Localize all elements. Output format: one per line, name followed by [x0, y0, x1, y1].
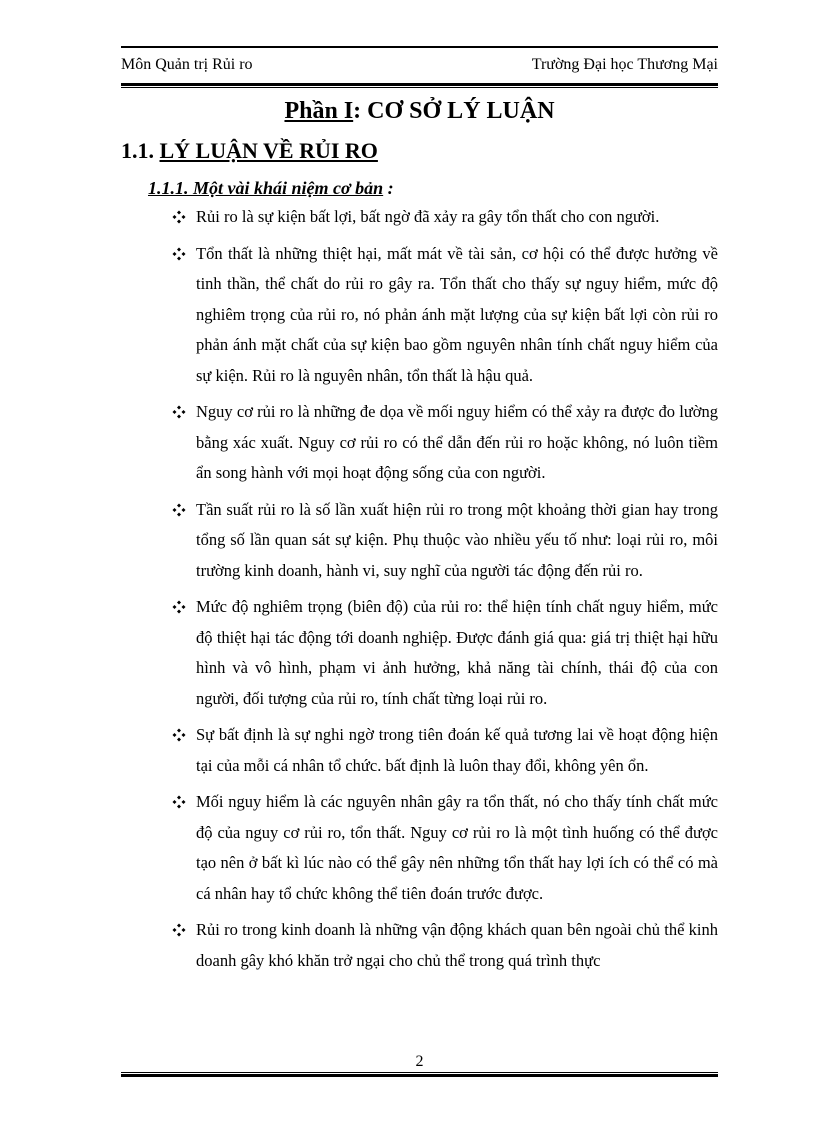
four-diamond-bullet-icon	[172, 247, 186, 261]
list-item	[121, 787, 718, 909]
header-university-name: Trường Đại học Thương Mại	[531, 56, 718, 73]
header-course-name: Môn Quản trị Rủi ro	[121, 56, 253, 73]
list-item-text: Rủi ro trong kinh doanh là những vận động khách quan bên ngoài chủ thể kinh doanh gây khó khăn trở ngại cho chủ thể trong quá trình thực	[196, 920, 718, 970]
four-diamond-bullet-icon	[172, 405, 186, 419]
list-item-text: Nguy cơ rủi ro là những đe dọa về mối nguy hiểm có thể xảy ra được đo lường bằng xác xuất. Nguy cơ rủi ro có thể dẫn đến rủi ro hoặc không, nó luôn tiềm ẩn song hành với mọi hoạt động sống của con người.	[196, 402, 718, 482]
list-item-text: Mức độ nghiêm trọng (biên độ) của rủi ro: thể hiện tính chất nguy hiểm, mức độ thiệt hại tác động tới doanh nghiệp. Được đánh giá qua: giá trị thiệt hại hữu hình và vô hình, phạm vi ảnh hưởng, khả năng tài chính, thái độ của con người, đối tượng của rủi ro, tính chất từng loại rủi ro.	[196, 597, 718, 708]
list-item	[121, 239, 718, 392]
header-bottom-rule	[121, 83, 718, 88]
part-title-suffix: : CƠ SỞ LÝ LUẬN	[353, 98, 555, 124]
list-item-text: Mối nguy hiểm là các nguyên nhân gây ra tổn thất, nó cho thấy tính chất mức độ của nguy cơ rủi ro, tổn thất. Nguy cơ rủi ro là một tình huống có thể được tạo nên ở bất kì lúc nào có thể gây nên những tổn thất hay lợi ích có thể có mà cá nhân hay tổ chức không thể tiên đoán trước được.	[196, 792, 718, 903]
list-item-text: Sự bất định là sự nghi ngờ trong tiên đoán kế quả tương lai về hoạt động hiện tại của mỗi cá nhân tổ chức. bất định là luôn thay đổi, không yên ổn.	[196, 725, 718, 775]
footer-rule	[121, 1072, 718, 1077]
four-diamond-bullet-icon	[172, 728, 186, 742]
list-item-text: Tần suất rủi ro là số lần xuất hiện rủi ro trong một khoảng thời gian hay trong tổng số lần quan sát sự kiện. Phụ thuộc vào nhiều yếu tố như: loại rủi ro, môi trường kinh doanh, hành vi, suy nghĩ của người tác động đến rủi ro.	[196, 499, 718, 580]
header-top-rule	[121, 46, 718, 48]
subsection-heading	[148, 176, 394, 200]
subsection-title: Một vài khái niệm cơ bản	[193, 178, 384, 198]
section-heading	[121, 136, 378, 166]
definitions-list	[121, 202, 718, 982]
list-item-text: Rủi ro là sự kiện bất lợi, bất ngờ đã xảy ra gây tổn thất cho con người.	[196, 207, 660, 226]
list-item-text: Tổn thất là những thiệt hại, mất mát về tài sản, cơ hội có thể được hưởng về tinh thần, thể chất do rủi ro gây ra. Tổn thất cho thấy sự nguy hiểm, mức độ nghiêm trọng của rủi ro, nó phản ánh mặt lượng của sự kiện bất lợi còn rủi ro phản ánh mặt chất của sự kiện bao gồm nguyên nhân tính chất nguy hiểm của sự kiện. Rủi ro là nguyên nhân, tổn thất là hậu quả.	[196, 243, 718, 385]
four-diamond-bullet-icon	[172, 600, 186, 614]
subsection-number: 1.1.1.	[148, 178, 193, 198]
subsection-suffix: :	[383, 178, 394, 198]
part-title	[121, 96, 718, 126]
list-item	[121, 720, 718, 781]
list-item	[121, 592, 718, 714]
section-title: LÝ LUẬN VỀ RỦI RO	[159, 138, 378, 163]
part-title-prefix: Phần I	[284, 98, 354, 124]
list-item	[121, 915, 718, 976]
four-diamond-bullet-icon	[172, 795, 186, 809]
list-item	[121, 397, 718, 489]
list-item	[121, 495, 718, 587]
section-number: 1.1.	[121, 138, 160, 163]
four-diamond-bullet-icon	[172, 923, 186, 937]
four-diamond-bullet-icon	[172, 210, 186, 224]
list-item	[121, 202, 718, 233]
page-number: 2	[415, 1053, 424, 1070]
four-diamond-bullet-icon	[172, 503, 186, 517]
